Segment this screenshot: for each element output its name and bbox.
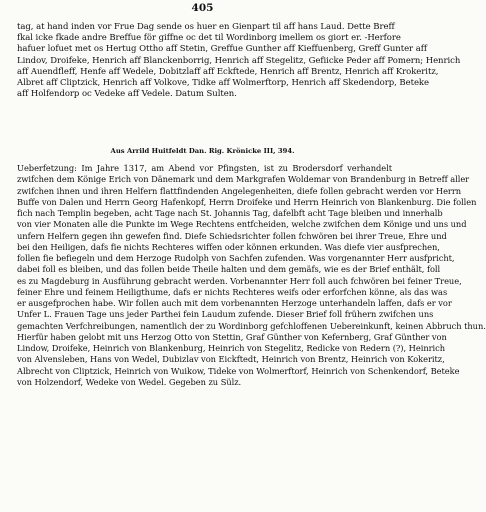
text-line: unfern Helfern gegen ihn gewefen find. Diefe Schiedsrichter follen fchwören bei ihrer Treue, Ehre und <box>17 230 447 241</box>
text-line: er ausgefprochen habe. Wir follen auch mit dem vorbenannten Herzoge unterhandeln laffen, dafs er vor <box>17 298 452 308</box>
text-line: fich nach Templin begeben, acht Tage nach St. Johannis Tag, dafelbft acht Tage bleiben und innerhalb <box>17 208 443 218</box>
text-line: Albret aff Cliptzick, Henrich aff Volkove, Tidke aff Wolmerftorp, Henrich aff Skedendorp, Beteke <box>17 78 430 89</box>
text-line: gemachten Verfchreibungen, namentlich der zu Wordinborg gefchloffenen Uebereinkunft, keinen Abbruch thun. <box>17 320 486 331</box>
text-line: feiner Ehre und feinem Heiligthume, dafs er nichts Rechteres weifs oder erforfchen könne, als das was <box>17 286 448 297</box>
text-line: aff Holfendorp oc Vedeke aff Vedele. Datum Sulten. <box>17 89 237 100</box>
page-number: 405 <box>191 2 214 14</box>
text-line: follen fie befiegeln und dem Herzoge Rudolph von Sachfen zufenden. Was vorgenannter Herr ausfpricht, <box>17 253 455 263</box>
source-citation: Aus Arrild Huitfeldt Dan. Rig. Krönicke III, 394. <box>110 147 295 155</box>
text-line: Lindov, Droifeke, Henrich aff Blanckenborrig, Henrich aff Stegelitz, Gefiicke Peder aff Pomern; Henrich <box>17 55 461 66</box>
translation-text <box>17 163 486 388</box>
text-line: es zu Magdeburg in Ausführung gebracht werden. Vorbenannter Herr foll auch fchwören bei feiner Treue, <box>17 275 462 286</box>
text-line: Albrecht von Cliptzick, Heinrich von Wuikow, Tideke von Wolmerftorf, Heinrich von Schenkendorf, Beteke <box>17 365 460 376</box>
text-line: Hierfür haben gelobt mit uns Herzog Otto von Stettin, Graf Günther von Kefernberg, Graf Günther von <box>17 331 447 342</box>
danish-charter-text <box>17 22 461 100</box>
text-line: Lindow, Droifeke, Heinrich von Blankenburg, Heinrich von Stegelitz, Redicke von Redern (?), Heinrich <box>17 343 446 353</box>
text-line: von Alvensleben, Hans von Wedel, Dubizlav von Eickftedt, Heinrich von Brentz, Heinrich von Kokeritz, <box>17 354 445 365</box>
text-line: dabei foll es bleiben, und das follen beide Theile halten und dem gemäfs, wie es der Brief enthält, foll <box>17 264 441 275</box>
text-line: von Holzendorf, Wedeke von Wedel. Gegeben zu Sülz. <box>17 376 242 387</box>
text-line: bei den Heiligen, dafs fie nichts Rechteres wiffen oder können erkunden. Was diefe vier ausfprechen, <box>17 241 440 252</box>
text-line: hafuer lofuet met os Hertug Ottho aff Stetin, Greffue Gunther aff Kieffuenberg, Greff Gunter aff <box>17 44 427 55</box>
text-line: fkal icke fkade andre Breffue för giffne oc det til Wordinborg imellem os giort er. -Herfore <box>17 33 401 44</box>
text-line: zwifchen ihnen und ihren Helfern flattfindenden Angelegenheiten, diefe follen gebracht werden vor Herrn <box>17 185 462 196</box>
text-line: Unfer L. Frauen Tage uns jeder Parthei fein Laudum zufende. Dieser Brief foll frühern zwifchen uns <box>17 309 434 320</box>
text-line: tag, at hand inden vor Frue Dag sende os huer en Gienpart til aff hans Laud. Dette Breff <box>17 22 395 32</box>
text-line: zwifchen dem Könige Erich von Dänemark und dem Markgrafen Woldemar von Brandenburg in Betreff aller <box>17 174 470 185</box>
text-line: von vier Monaten alle die Punkte im Wege Rechtens entfcheiden, welche zwifchen dem Könige und uns und <box>17 219 467 230</box>
text-line: Buffe von Dalen und Herrn Georg Hafenkopf, Herrn Droifeke und Herrn Heinrich von Blankenburg. Die follen <box>17 196 477 207</box>
text-line: aff Auendfleff, Henfe aff Wedele, Dobitzlaff aff Eckftede, Henrich aff Brentz, Henrich aff Krokeritz, <box>17 66 439 77</box>
text-line: Ueberfetzung: Im Jahre 1317, am Abend vor Pfingsten, ist zu Brodersdorf verhandelt <box>17 163 392 173</box>
